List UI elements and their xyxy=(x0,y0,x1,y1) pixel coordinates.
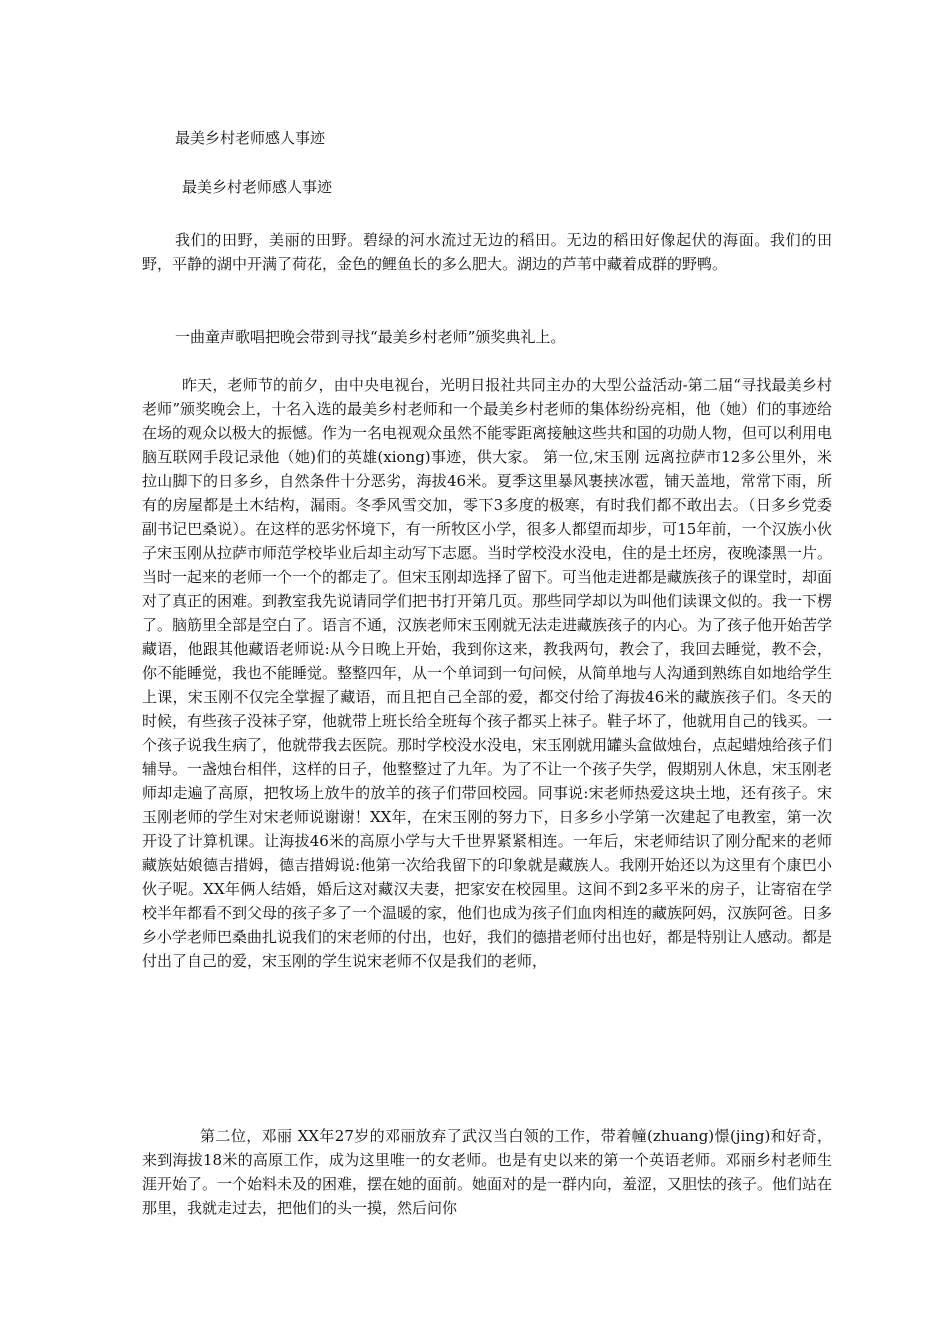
paragraph-fields-intro: 我们的田野，美丽的田野。碧绿的河水流过无边的稻田。无边的稻田好像起伏的海面。我们的田野，平静的湖中开满了荷花，金色的鲤鱼长的多么肥大。湖边的芦苇中藏着成群的野鸭。 xyxy=(142,231,832,273)
document-subtitle: 最美乡村老师感人事迹 xyxy=(182,178,333,196)
paragraph-second-teacher: 第二位，邓丽 XX年27岁的邓丽放弃了武汉当白领的工作，带着幢(zhuang)憬(jing)和好奇，来到海拔18米的高原工作，成为这里唯一的女老师。也是有史以来的第一个英语老师。邓丽乡村老师生涯开始了。一个始料未及的困难，摆在她的面前。她面对的是一群内向，羞涩，又胆怯的孩子。他们站在那里，我就走过去，把他们的头一摸，然后问你 xyxy=(142,1127,833,1217)
paragraph-first-teacher: 昨天，老师节的前夕，由中央电视台，光明日报社共同主办的大型公益活动-第二届“寻找最美乡村老师”颁奖晚会上，十名入选的最美乡村老师和一个最美乡村老师的集体纷纷亮相，他（她）们的事迹给在场的观众以极大的振憾。作为一名电视观众虽然不能零距离接触这些共和国的功勋人物，但可以利用电脑互联网手段记录他（她)们的英雄(xiong)事迹，供大家。 第一位,宋玉刚 远离拉萨市12多公里外，米拉山脚下的日多乡，自然条件十分恶劣，海拔46米。夏季这里暴风裹挟冰雹，铺天盖地，常常下雨，所有的房屋都是土木结构，漏雨。冬季风雪交加，零下3多度的极寒，有时我们都不敢出去。（日多乡党委副书记巴桑说）。在这样的恶劣怀境下，有一所牧区小学，很多人都望而却步，可15年前，一个汉族小伙子宋玉刚从拉萨市师范学校毕业后却主动写下志愿。当时学校没水没电，住的是土坯房，夜晚漆黑一片。当时一起来的老师一个一个的都走了。但宋玉刚却选择了留下。可当他走进都是藏族孩子的课堂时，却面对了真正的困难。到教室我先说请同学们把书打开第几页。那些同学却以为叫他们读课文似的。我一下楞了。脑筋里全部是空白了。语言不通，汉族老师宋玉刚就无法走进藏族孩子的内心。为了孩子他开始苦学藏语，他跟其他藏语老师说:从今日晚上开始，我到你这来，教我两句，教会了，我回去睡觉，教不会，你不能睡觉，我也不能睡觉。整整四年，从一个单词到一句问候，从简单地与人沟通到熟练自如地给学生上课，宋玉刚不仅完全掌握了藏语，而且把自己全部的爱，都交付给了海拔46米的藏族孩子们。冬天的时候，有些孩子没袜子穿，他就带上班长给全班每个孩子都买上袜子。鞋子坏了，他就用自己的钱买。一个孩子说我生病了，他就带我去医院。那时学校没水没电，宋玉刚就用罐头盒做烛台，点起蜡烛给孩子们辅导。一盏烛台相伴，这样的日子，他整整过了九年。为了不让一个孩子失学，假期别人休息，宋玉刚老师却走遍了高原，把牧场上放牛的放羊的孩子们带回校园。同事说:宋老师热爱这块土地，还有孩子。宋玉刚老师的学生对宋老师说谢谢！XX年，在宋玉刚的努力下，日多乡小学第一次建起了电教室，第一次开设了计算机课。让海拔46米的高原小学与大千世界紧紧相连。一年后，宋老师结识了刚分配来的老师藏族姑娘德吉措姆，德吉措姆说:他第一次给我留下的印象就是藏族人。我刚开始还以为这里有个康巴小伙子呢。XX年俩人结婚，婚后这对藏汉夫妻，把家安在校园里。这间不到2多平米的房子，让寄宿在学校半年都看不到父母的孩子多了一个温暖的家，他们也成为孩子们血肉相连的藏族阿妈，汉族阿爸。日多乡小学老师巴桑曲扎说我们的宋老师的付出，也好，我们的德措老师付出也好，都是特别让人感动。都是付出了自己的爱，宋玉刚的学生说宋老师不仅是我们的老师， xyxy=(142,376,833,970)
document-title: 最美乡村老师感人事迹 xyxy=(175,129,326,147)
paragraph-ceremony-intro: 一曲童声歌唱把晚会带到寻找“最美乡村老师”颁奖典礼上。 xyxy=(175,328,566,346)
